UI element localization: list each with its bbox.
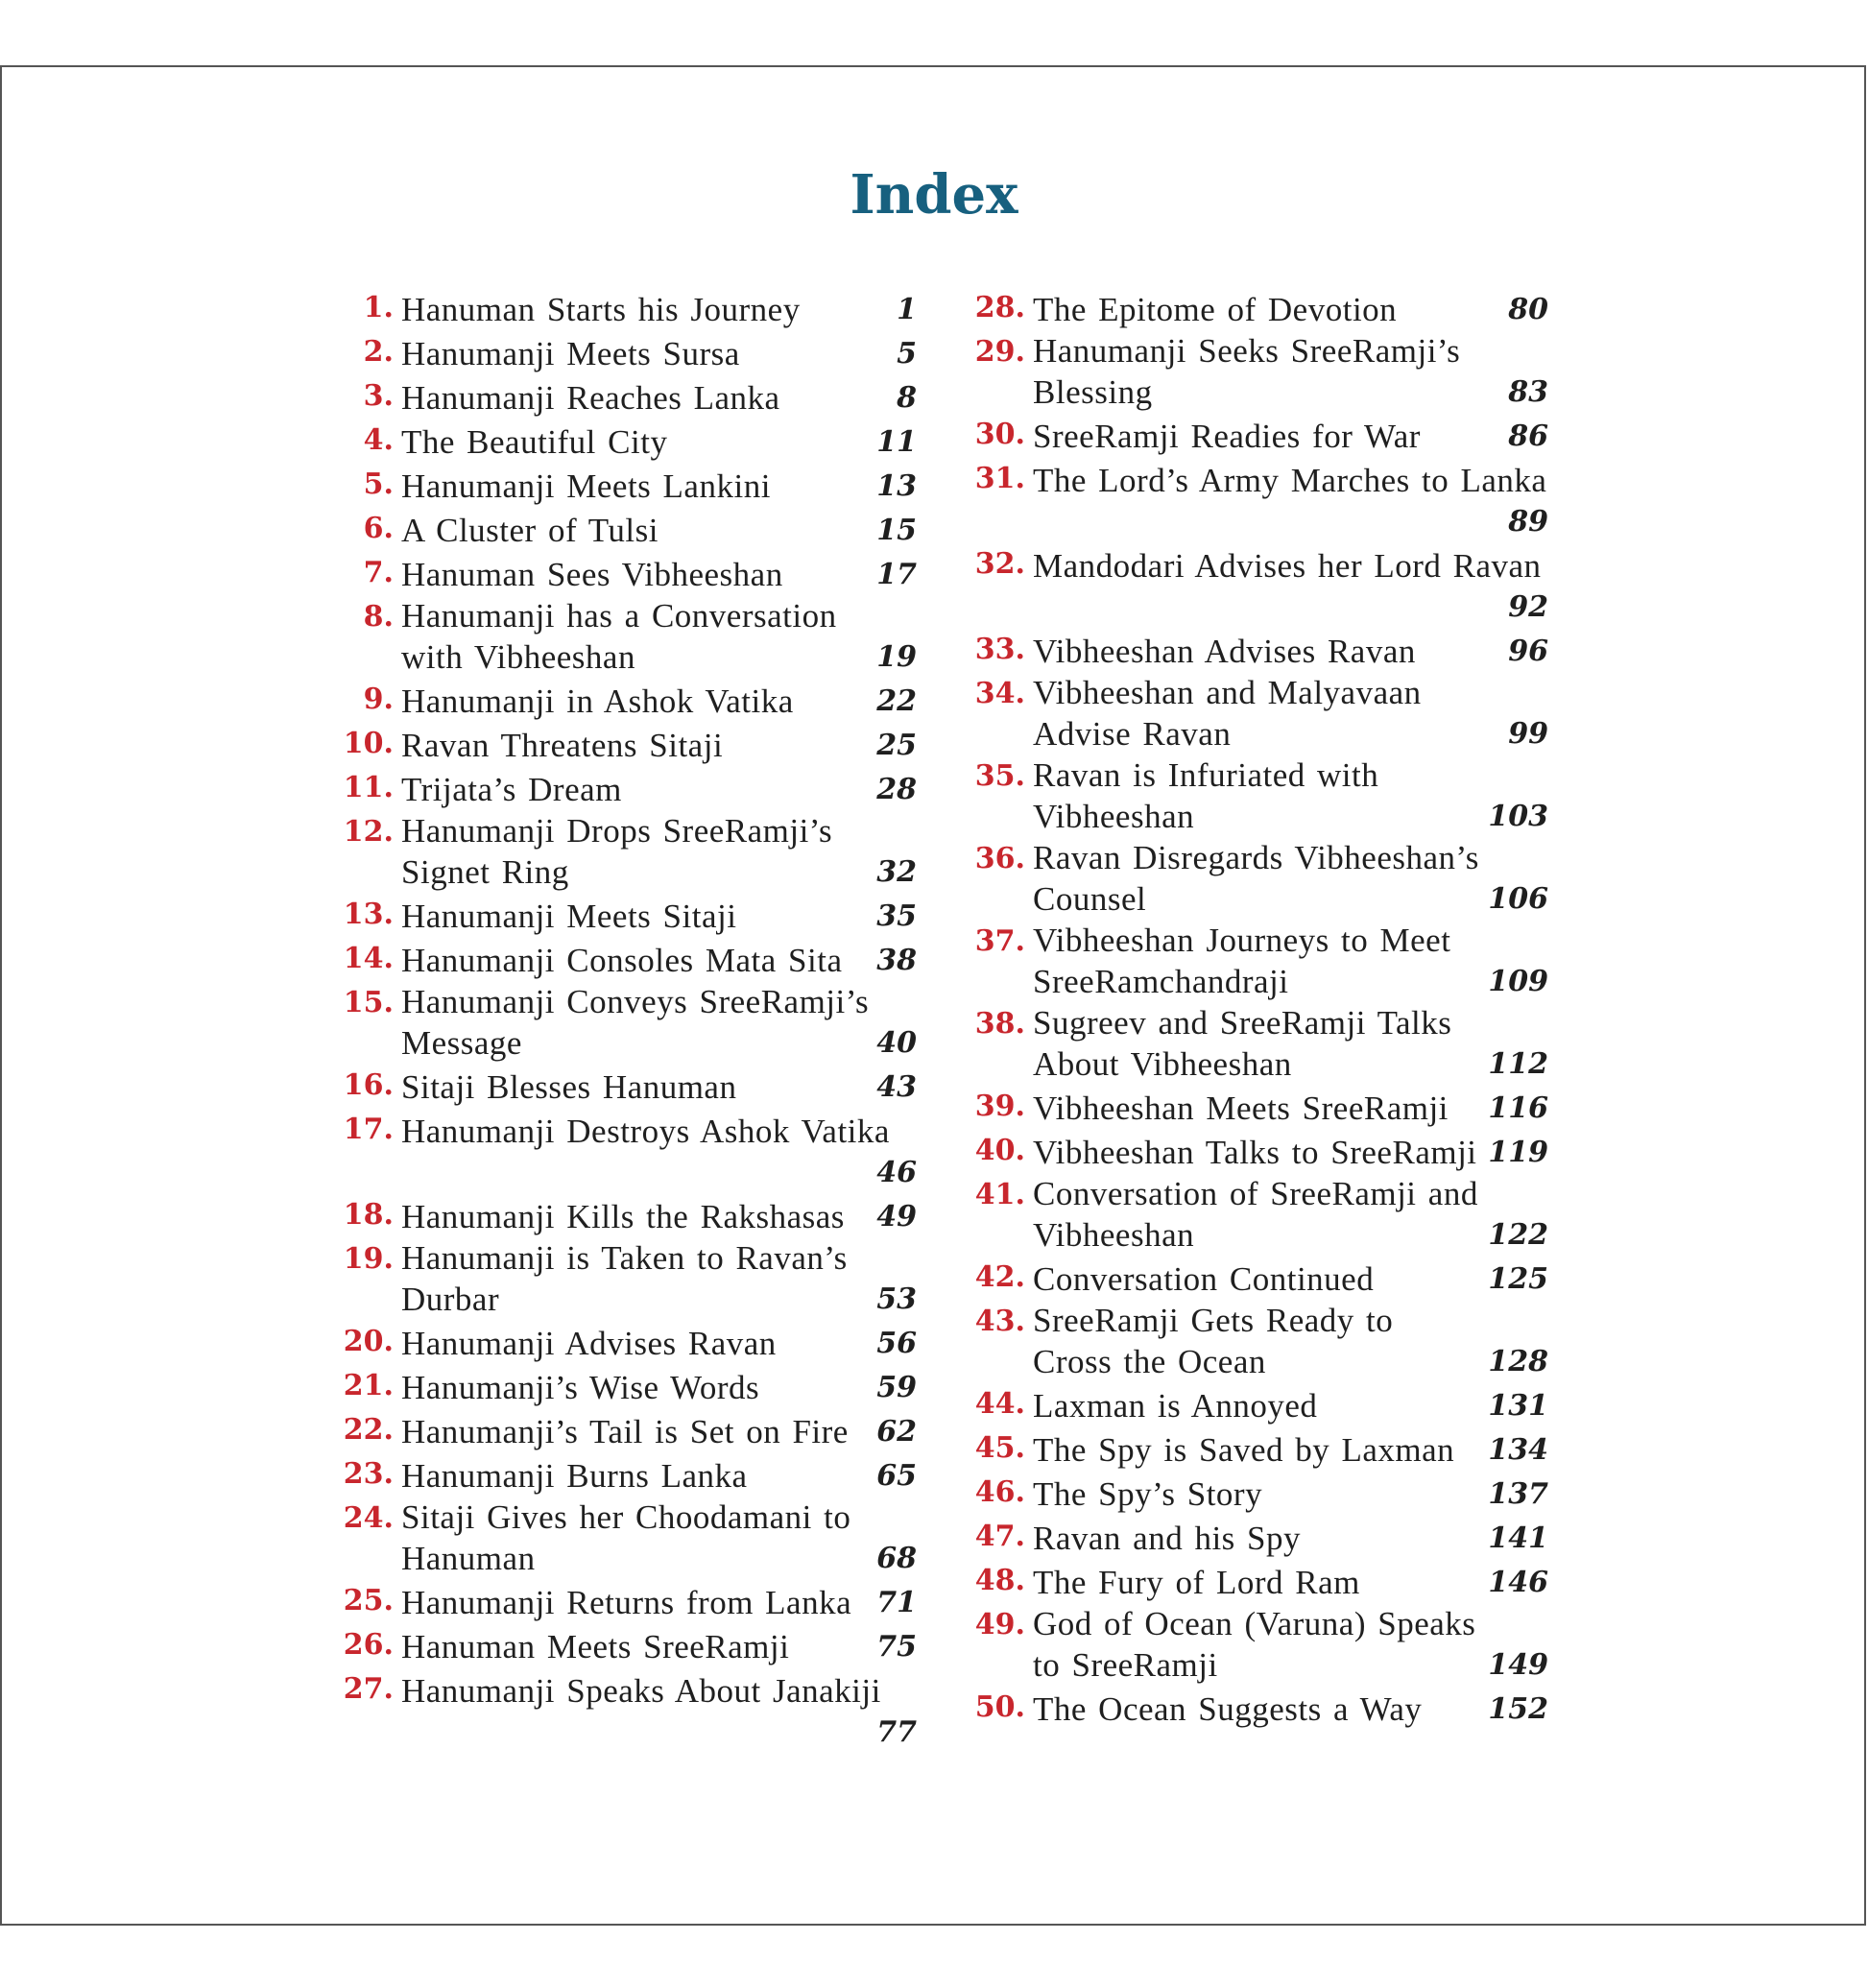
entry-title: Hanumanji Meets Sursa xyxy=(401,335,740,372)
entry-page-number: 92 xyxy=(1508,590,1548,624)
entry-page-number: 8 xyxy=(897,381,917,415)
toc-entry xyxy=(336,1364,917,1408)
entry-page-number: 59 xyxy=(876,1371,917,1404)
toc-entry xyxy=(336,810,917,893)
entry-number: 27. xyxy=(343,1672,394,1706)
entry-number: 47. xyxy=(974,1520,1025,1553)
entry-number: 28. xyxy=(974,291,1025,324)
entry-title: The Epitome of Devotion xyxy=(1033,291,1398,328)
toc-entry xyxy=(968,413,1548,457)
entry-page-number: 1 xyxy=(897,293,917,326)
entry-title: Hanumanji Drops SreeRamji’s Signet Ring xyxy=(401,812,833,891)
entry-number: 35. xyxy=(974,759,1025,793)
toc-entry xyxy=(968,1515,1548,1559)
entry-title: Hanumanji Meets Sitaji xyxy=(401,898,737,935)
entry-page-number: 152 xyxy=(1488,1692,1548,1726)
entry-title: Hanuman Meets SreeRamji xyxy=(401,1628,790,1665)
toc-entry xyxy=(968,542,1548,628)
entry-number: 16. xyxy=(343,1068,394,1102)
entry-title: Sugreev and SreeRamji Talks About Vibheeshan xyxy=(1033,1004,1452,1083)
entry-page-number: 96 xyxy=(1508,635,1548,668)
entry-title: Hanuman Sees Vibheeshan xyxy=(401,556,783,593)
entry-page-number: 68 xyxy=(876,1542,917,1575)
entry-title: Hanuman Starts his Journey xyxy=(401,291,801,328)
toc-entry xyxy=(336,1193,917,1237)
entry-number: 5. xyxy=(363,467,394,501)
entry-title: Conversation of SreeRamji and Vibheeshan xyxy=(1033,1175,1478,1254)
toc-entry xyxy=(336,595,917,678)
entry-page-number: 49 xyxy=(876,1200,917,1234)
entry-page-number: 109 xyxy=(1488,965,1548,998)
entry-title: Hanumanji’s Tail is Set on Fire xyxy=(401,1413,849,1450)
entry-title: Hanumanji Returns from Lanka xyxy=(401,1584,852,1621)
toc-entry xyxy=(336,1579,917,1623)
entry-page-number: 112 xyxy=(1488,1047,1548,1081)
toc-entry xyxy=(968,1426,1548,1471)
entry-number: 19. xyxy=(343,1242,394,1276)
entry-title: Hanumanji Burns Lanka xyxy=(401,1457,748,1495)
entry-title: SreeRamji Gets Ready to Cross the Ocean xyxy=(1033,1302,1394,1380)
entry-page-number: 83 xyxy=(1508,375,1548,409)
entry-page-number: 62 xyxy=(876,1415,917,1449)
toc-entry xyxy=(968,1559,1548,1603)
entry-number: 45. xyxy=(974,1431,1025,1465)
toc-entry xyxy=(968,1002,1548,1085)
entry-title: Sitaji Gives her Choodamani to Hanuman xyxy=(401,1498,851,1577)
toc-entry xyxy=(336,1408,917,1452)
entry-page-number: 46 xyxy=(876,1156,917,1189)
entry-title: Vibheeshan Meets SreeRamji xyxy=(1033,1090,1449,1127)
toc-entry xyxy=(968,457,1548,542)
entry-page-number: 75 xyxy=(876,1630,917,1664)
entry-number: 29. xyxy=(974,335,1025,369)
toc-entry xyxy=(336,1452,917,1497)
entry-page-number: 106 xyxy=(1488,882,1548,916)
entry-title: Hanumanji has a Conversation with Vibheeshan xyxy=(401,597,837,676)
entry-page-number: 149 xyxy=(1488,1648,1548,1682)
entry-title: Laxman is Annoyed xyxy=(1033,1387,1318,1425)
entry-title: Ravan Threatens Sitaji xyxy=(401,727,724,764)
entry-number: 3. xyxy=(363,379,394,413)
entry-title: Hanumanji Consoles Mata Sita xyxy=(401,942,843,979)
toc-entry xyxy=(968,837,1548,920)
page-frame xyxy=(0,65,1866,1926)
entry-title: Sitaji Blesses Hanuman xyxy=(401,1068,737,1106)
entry-page-number: 28 xyxy=(876,773,917,806)
entry-title: Vibheeshan and Malyavaan Advise Ravan xyxy=(1033,674,1422,753)
toc-entry xyxy=(968,1129,1548,1173)
entry-title: SreeRamji Readies for War xyxy=(1033,418,1421,455)
entry-number: 1. xyxy=(363,291,394,324)
entry-number: 33. xyxy=(974,633,1025,666)
entry-title: Vibheeshan Advises Ravan xyxy=(1033,633,1416,670)
toc-entry xyxy=(968,1686,1548,1730)
entry-title: Mandodari Advises her Lord Ravan xyxy=(1033,547,1542,585)
entry-title: Hanumanji Meets Lankini xyxy=(401,467,771,505)
entry-page-number: 65 xyxy=(876,1459,917,1493)
entry-page-number: 103 xyxy=(1488,800,1548,833)
entry-title: The Ocean Suggests a Way xyxy=(1033,1690,1423,1728)
toc-entry xyxy=(336,893,917,937)
toc-entry xyxy=(336,551,917,595)
entry-title: The Spy’s Story xyxy=(1033,1475,1263,1513)
toc-entry xyxy=(336,286,917,330)
entry-title: Hanumanji in Ashok Vatika xyxy=(401,683,794,720)
entry-page-number: 146 xyxy=(1488,1566,1548,1599)
entry-title: The Lord’s Army Marches to Lanka xyxy=(1033,462,1547,499)
entry-page-number: 125 xyxy=(1488,1262,1548,1296)
entry-number: 20. xyxy=(343,1325,394,1358)
toc-entry xyxy=(336,1237,917,1320)
entry-number: 14. xyxy=(343,942,394,975)
toc-entry xyxy=(968,286,1548,330)
entry-number: 46. xyxy=(974,1475,1025,1509)
entry-title: Hanumanji Advises Ravan xyxy=(401,1325,777,1362)
entry-title: Hanumanji’s Wise Words xyxy=(401,1369,760,1406)
entry-page-number: 131 xyxy=(1488,1389,1548,1423)
toc-entry xyxy=(968,1300,1548,1382)
entry-number: 7. xyxy=(363,556,394,589)
entry-title: Ravan is Infuriated with Vibheeshan xyxy=(1033,756,1379,835)
toc-entry xyxy=(968,628,1548,672)
entry-page-number: 38 xyxy=(876,944,917,977)
toc-entry xyxy=(336,1497,917,1579)
entry-number: 12. xyxy=(343,815,394,849)
entry-page-number: 77 xyxy=(876,1715,917,1749)
entry-number: 22. xyxy=(343,1413,394,1447)
entry-number: 23. xyxy=(343,1457,394,1491)
toc-entry xyxy=(968,1085,1548,1129)
entry-page-number: 86 xyxy=(1508,419,1548,453)
entry-number: 31. xyxy=(974,462,1025,495)
toc-entry xyxy=(336,937,917,981)
entry-page-number: 53 xyxy=(876,1282,917,1316)
entry-title: Conversation Continued xyxy=(1033,1260,1375,1298)
toc-entry xyxy=(336,1064,917,1108)
entry-number: 17. xyxy=(343,1113,394,1146)
entry-page-number: 122 xyxy=(1488,1218,1548,1252)
entry-page-number: 32 xyxy=(876,855,917,889)
entry-number: 40. xyxy=(974,1134,1025,1167)
entry-title: The Spy is Saved by Laxman xyxy=(1033,1431,1455,1469)
entry-number: 32. xyxy=(974,547,1025,581)
entry-title: The Beautiful City xyxy=(401,423,668,461)
entry-title: Hanumanji Seeks SreeRamji’s Blessing xyxy=(1033,332,1461,411)
toc-entry xyxy=(336,374,917,419)
entry-title: Ravan and his Spy xyxy=(1033,1520,1302,1557)
entry-number: 21. xyxy=(343,1369,394,1402)
entry-number: 13. xyxy=(343,898,394,931)
entry-number: 49. xyxy=(974,1608,1025,1641)
toc-entry xyxy=(336,766,917,810)
entry-number: 38. xyxy=(974,1007,1025,1041)
entry-page-number: 80 xyxy=(1508,293,1548,326)
toc-entry xyxy=(336,507,917,551)
entry-page-number: 71 xyxy=(876,1586,917,1619)
entry-number: 18. xyxy=(343,1198,394,1232)
toc-entry xyxy=(968,920,1548,1002)
entry-page-number: 11 xyxy=(876,425,917,459)
entry-number: 37. xyxy=(974,924,1025,958)
entry-title: Hanumanji Destroys Ashok Vatika xyxy=(401,1113,890,1150)
toc-entry xyxy=(336,1623,917,1667)
toc-entry xyxy=(336,419,917,463)
toc-entry xyxy=(968,1382,1548,1426)
entry-title: The Fury of Lord Ram xyxy=(1033,1564,1360,1601)
toc-entry xyxy=(968,1603,1548,1686)
toc-entry xyxy=(336,722,917,766)
entry-title: Trijata’s Dream xyxy=(401,771,622,808)
entry-title: Hanumanji Conveys SreeRamji’s Message xyxy=(401,983,870,1062)
entry-title: Vibheeshan Talks to SreeRamji xyxy=(1033,1134,1477,1171)
entry-title: Hanumanji Kills the Rakshasas xyxy=(401,1198,845,1235)
entry-page-number: 137 xyxy=(1488,1477,1548,1511)
toc-entry xyxy=(968,1173,1548,1256)
entry-title: Vibheeshan Journeys to Meet SreeRamchandraji xyxy=(1033,922,1451,1000)
entry-page-number: 22 xyxy=(876,684,917,718)
entry-page-number: 17 xyxy=(876,558,917,591)
entry-number: 9. xyxy=(363,683,394,716)
toc-entry xyxy=(336,678,917,722)
entry-number: 11. xyxy=(343,771,394,804)
toc-column-right xyxy=(968,286,1548,1730)
entry-page-number: 56 xyxy=(876,1327,917,1360)
entry-number: 42. xyxy=(974,1260,1025,1294)
entry-number: 30. xyxy=(974,418,1025,451)
toc-entry xyxy=(336,330,917,374)
entry-number: 43. xyxy=(974,1305,1025,1338)
entry-page-number: 43 xyxy=(876,1070,917,1104)
entry-page-number: 116 xyxy=(1488,1091,1548,1125)
entry-page-number: 141 xyxy=(1488,1521,1548,1555)
entry-number: 41. xyxy=(974,1178,1025,1211)
entry-number: 44. xyxy=(974,1387,1025,1421)
toc-entry xyxy=(968,754,1548,837)
toc-entry xyxy=(336,1108,917,1193)
entry-title: Ravan Disregards Vibheeshan’s Counsel xyxy=(1033,839,1479,918)
entry-number: 25. xyxy=(343,1584,394,1617)
entry-number: 50. xyxy=(974,1690,1025,1724)
entry-page-number: 15 xyxy=(876,514,917,547)
entry-number: 15. xyxy=(343,986,394,1019)
entry-title: Hanumanji Reaches Lanka xyxy=(401,379,780,417)
entry-page-number: 134 xyxy=(1488,1433,1548,1467)
entry-title: Hanumanji is Taken to Ravan’s Durbar xyxy=(401,1239,848,1318)
toc-entry xyxy=(336,1320,917,1364)
entry-page-number: 5 xyxy=(897,337,917,371)
toc-entry xyxy=(968,672,1548,754)
entry-number: 4. xyxy=(363,423,394,457)
entry-page-number: 13 xyxy=(876,469,917,503)
entry-number: 8. xyxy=(363,600,394,634)
toc-entry xyxy=(336,1667,917,1753)
entry-number: 2. xyxy=(363,335,394,369)
toc-entry xyxy=(336,981,917,1064)
entry-number: 48. xyxy=(974,1564,1025,1597)
entry-title: A Cluster of Tulsi xyxy=(401,512,659,549)
entry-number: 39. xyxy=(974,1090,1025,1123)
entry-number: 26. xyxy=(343,1628,394,1662)
entry-page-number: 40 xyxy=(876,1026,917,1060)
entry-number: 36. xyxy=(974,842,1025,875)
entry-number: 34. xyxy=(974,677,1025,710)
entry-page-number: 19 xyxy=(876,640,917,674)
entry-number: 6. xyxy=(363,512,394,545)
entry-page-number: 35 xyxy=(876,899,917,933)
entry-number: 10. xyxy=(343,727,394,760)
toc-column-left xyxy=(336,286,917,1753)
entry-page-number: 25 xyxy=(876,729,917,762)
toc-entry xyxy=(336,463,917,507)
entry-page-number: 119 xyxy=(1488,1136,1548,1169)
entry-page-number: 128 xyxy=(1488,1345,1548,1378)
page-title: Index xyxy=(850,163,1018,227)
entry-title: Hanumanji Speaks About Janakiji xyxy=(401,1672,881,1710)
entry-page-number: 89 xyxy=(1508,505,1548,539)
toc-entry xyxy=(968,1256,1548,1300)
entry-title: God of Ocean (Varuna) Speaks to SreeRamji xyxy=(1033,1605,1476,1684)
toc-entry xyxy=(968,1471,1548,1515)
entry-number: 24. xyxy=(343,1501,394,1535)
entry-page-number: 99 xyxy=(1508,717,1548,751)
toc-entry xyxy=(968,330,1548,413)
